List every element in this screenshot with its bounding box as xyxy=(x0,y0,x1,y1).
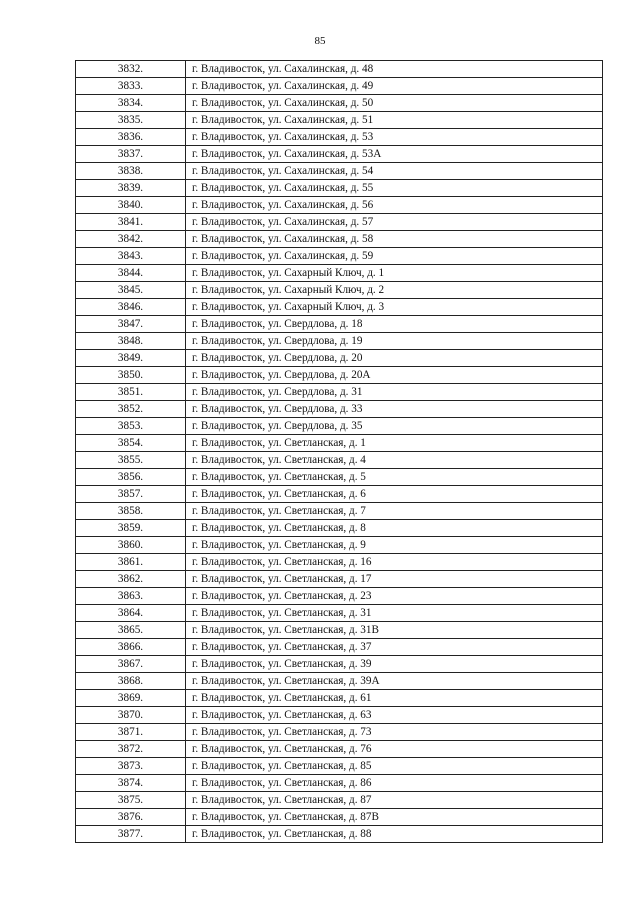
table-row xyxy=(76,367,603,384)
row-number: 3864. xyxy=(76,605,186,622)
row-address: г. Владивосток, ул. Сахалинская, д. 55 xyxy=(186,180,603,197)
row-number: 3856. xyxy=(76,469,186,486)
row-address: г. Владивосток, ул. Светланская, д. 76 xyxy=(186,741,603,758)
row-address: г. Владивосток, ул. Светланская, д. 87 xyxy=(186,792,603,809)
row-address: г. Владивосток, ул. Светланская, д. 87В xyxy=(186,809,603,826)
table-row xyxy=(76,282,603,299)
row-number: 3876. xyxy=(76,809,186,826)
row-number: 3845. xyxy=(76,282,186,299)
row-number: 3861. xyxy=(76,554,186,571)
table-row xyxy=(76,503,603,520)
row-number: 3875. xyxy=(76,792,186,809)
row-address: г. Владивосток, ул. Светланская, д. 88 xyxy=(186,826,603,843)
row-number: 3832. xyxy=(76,61,186,78)
row-number: 3870. xyxy=(76,707,186,724)
address-table xyxy=(75,60,603,843)
table-row xyxy=(76,554,603,571)
row-address: г. Владивосток, ул. Светланская, д. 31 xyxy=(186,605,603,622)
row-address: г. Владивосток, ул. Сахалинская, д. 51 xyxy=(186,112,603,129)
row-address: г. Владивосток, ул. Светланская, д. 5 xyxy=(186,469,603,486)
row-address: г. Владивосток, ул. Свердлова, д. 18 xyxy=(186,316,603,333)
row-address: г. Владивосток, ул. Светланская, д. 23 xyxy=(186,588,603,605)
table-row xyxy=(76,639,603,656)
row-number: 3850. xyxy=(76,367,186,384)
row-address: г. Владивосток, ул. Сахалинская, д. 56 xyxy=(186,197,603,214)
row-address: г. Владивосток, ул. Сахалинская, д. 57 xyxy=(186,214,603,231)
row-number: 3836. xyxy=(76,129,186,146)
row-number: 3835. xyxy=(76,112,186,129)
table-row xyxy=(76,826,603,843)
row-number: 3839. xyxy=(76,180,186,197)
row-address: г. Владивосток, ул. Сахалинская, д. 53А xyxy=(186,146,603,163)
row-address: г. Владивосток, ул. Сахалинская, д. 49 xyxy=(186,78,603,95)
row-number: 3871. xyxy=(76,724,186,741)
table-row xyxy=(76,486,603,503)
table-row xyxy=(76,622,603,639)
table-row xyxy=(76,333,603,350)
table-row xyxy=(76,146,603,163)
row-number: 3865. xyxy=(76,622,186,639)
row-address: г. Владивосток, ул. Светланская, д. 85 xyxy=(186,758,603,775)
row-number: 3854. xyxy=(76,435,186,452)
table-row xyxy=(76,520,603,537)
row-address: г. Владивосток, ул. Светланская, д. 37 xyxy=(186,639,603,656)
table-row xyxy=(76,197,603,214)
row-address: г. Владивосток, ул. Светланская, д. 86 xyxy=(186,775,603,792)
table-row xyxy=(76,435,603,452)
table-row xyxy=(76,350,603,367)
row-number: 3840. xyxy=(76,197,186,214)
table-row xyxy=(76,180,603,197)
row-number: 3842. xyxy=(76,231,186,248)
row-address: г. Владивосток, ул. Сахарный Ключ, д. 3 xyxy=(186,299,603,316)
row-number: 3844. xyxy=(76,265,186,282)
table-row xyxy=(76,299,603,316)
row-address: г. Владивосток, ул. Светланская, д. 73 xyxy=(186,724,603,741)
row-number: 3847. xyxy=(76,316,186,333)
row-number: 3862. xyxy=(76,571,186,588)
table-row xyxy=(76,248,603,265)
row-address: г. Владивосток, ул. Светланская, д. 16 xyxy=(186,554,603,571)
table-row xyxy=(76,78,603,95)
row-number: 3851. xyxy=(76,384,186,401)
row-number: 3855. xyxy=(76,452,186,469)
table-row xyxy=(76,673,603,690)
row-number: 3846. xyxy=(76,299,186,316)
row-number: 3841. xyxy=(76,214,186,231)
row-address: г. Владивосток, ул. Свердлова, д. 33 xyxy=(186,401,603,418)
row-address: г. Владивосток, ул. Свердлова, д. 20 xyxy=(186,350,603,367)
row-address: г. Владивосток, ул. Светланская, д. 39А xyxy=(186,673,603,690)
page-number: 85 xyxy=(314,35,326,47)
row-address: г. Владивосток, ул. Сахарный Ключ, д. 2 xyxy=(186,282,603,299)
row-number: 3833. xyxy=(76,78,186,95)
row-number: 3873. xyxy=(76,758,186,775)
row-number: 3874. xyxy=(76,775,186,792)
row-address: г. Владивосток, ул. Светланская, д. 9 xyxy=(186,537,603,554)
table-row xyxy=(76,401,603,418)
row-number: 3869. xyxy=(76,690,186,707)
table-row xyxy=(76,792,603,809)
row-number: 3838. xyxy=(76,163,186,180)
table-row xyxy=(76,265,603,282)
table-row xyxy=(76,61,603,78)
row-address: г. Владивосток, ул. Светланская, д. 63 xyxy=(186,707,603,724)
table-row xyxy=(76,571,603,588)
table-row xyxy=(76,452,603,469)
table-row xyxy=(76,95,603,112)
table-row xyxy=(76,316,603,333)
row-number: 3877. xyxy=(76,826,186,843)
row-number: 3872. xyxy=(76,741,186,758)
row-address: г. Владивосток, ул. Свердлова, д. 19 xyxy=(186,333,603,350)
row-number: 3859. xyxy=(76,520,186,537)
row-address: г. Владивосток, ул. Свердлова, д. 35 xyxy=(186,418,603,435)
table-row xyxy=(76,724,603,741)
row-address: г. Владивосток, ул. Светланская, д. 31В xyxy=(186,622,603,639)
row-address: г. Владивосток, ул. Светланская, д. 17 xyxy=(186,571,603,588)
row-number: 3867. xyxy=(76,656,186,673)
table-row xyxy=(76,775,603,792)
table-body xyxy=(76,61,603,843)
table-row xyxy=(76,384,603,401)
table-row xyxy=(76,418,603,435)
row-number: 3837. xyxy=(76,146,186,163)
row-address: г. Владивосток, ул. Сахалинская, д. 58 xyxy=(186,231,603,248)
row-number: 3857. xyxy=(76,486,186,503)
row-address: г. Владивосток, ул. Светланская, д. 1 xyxy=(186,435,603,452)
table-row xyxy=(76,469,603,486)
table-row xyxy=(76,129,603,146)
row-number: 3866. xyxy=(76,639,186,656)
table-row xyxy=(76,741,603,758)
row-address: г. Владивосток, ул. Сахалинская, д. 54 xyxy=(186,163,603,180)
row-number: 3849. xyxy=(76,350,186,367)
row-number: 3834. xyxy=(76,95,186,112)
row-number: 3858. xyxy=(76,503,186,520)
row-number: 3843. xyxy=(76,248,186,265)
row-number: 3852. xyxy=(76,401,186,418)
row-address: г. Владивосток, ул. Светланская, д. 4 xyxy=(186,452,603,469)
row-address: г. Владивосток, ул. Сахалинская, д. 53 xyxy=(186,129,603,146)
row-address: г. Владивосток, ул. Сахалинская, д. 50 xyxy=(186,95,603,112)
table-row xyxy=(76,537,603,554)
table-row xyxy=(76,707,603,724)
table-row xyxy=(76,656,603,673)
row-address: г. Владивосток, ул. Сахалинская, д. 59 xyxy=(186,248,603,265)
row-address: г. Владивосток, ул. Светланская, д. 39 xyxy=(186,656,603,673)
table-row xyxy=(76,214,603,231)
row-number: 3848. xyxy=(76,333,186,350)
table-row xyxy=(76,112,603,129)
row-address: г. Владивосток, ул. Сахарный Ключ, д. 1 xyxy=(186,265,603,282)
table-row xyxy=(76,758,603,775)
table-row xyxy=(76,605,603,622)
row-number: 3868. xyxy=(76,673,186,690)
table-row xyxy=(76,231,603,248)
row-address: г. Владивосток, ул. Светланская, д. 61 xyxy=(186,690,603,707)
row-address: г. Владивосток, ул. Светланская, д. 6 xyxy=(186,486,603,503)
row-address: г. Владивосток, ул. Сахалинская, д. 48 xyxy=(186,61,603,78)
row-address: г. Владивосток, ул. Светланская, д. 8 xyxy=(186,520,603,537)
table-row xyxy=(76,588,603,605)
row-address: г. Владивосток, ул. Свердлова, д. 20А xyxy=(186,367,603,384)
table-row xyxy=(76,809,603,826)
row-address: г. Владивосток, ул. Светланская, д. 7 xyxy=(186,503,603,520)
row-address: г. Владивосток, ул. Свердлова, д. 31 xyxy=(186,384,603,401)
table-row xyxy=(76,690,603,707)
row-number: 3860. xyxy=(76,537,186,554)
row-number: 3853. xyxy=(76,418,186,435)
row-number: 3863. xyxy=(76,588,186,605)
table-row xyxy=(76,163,603,180)
